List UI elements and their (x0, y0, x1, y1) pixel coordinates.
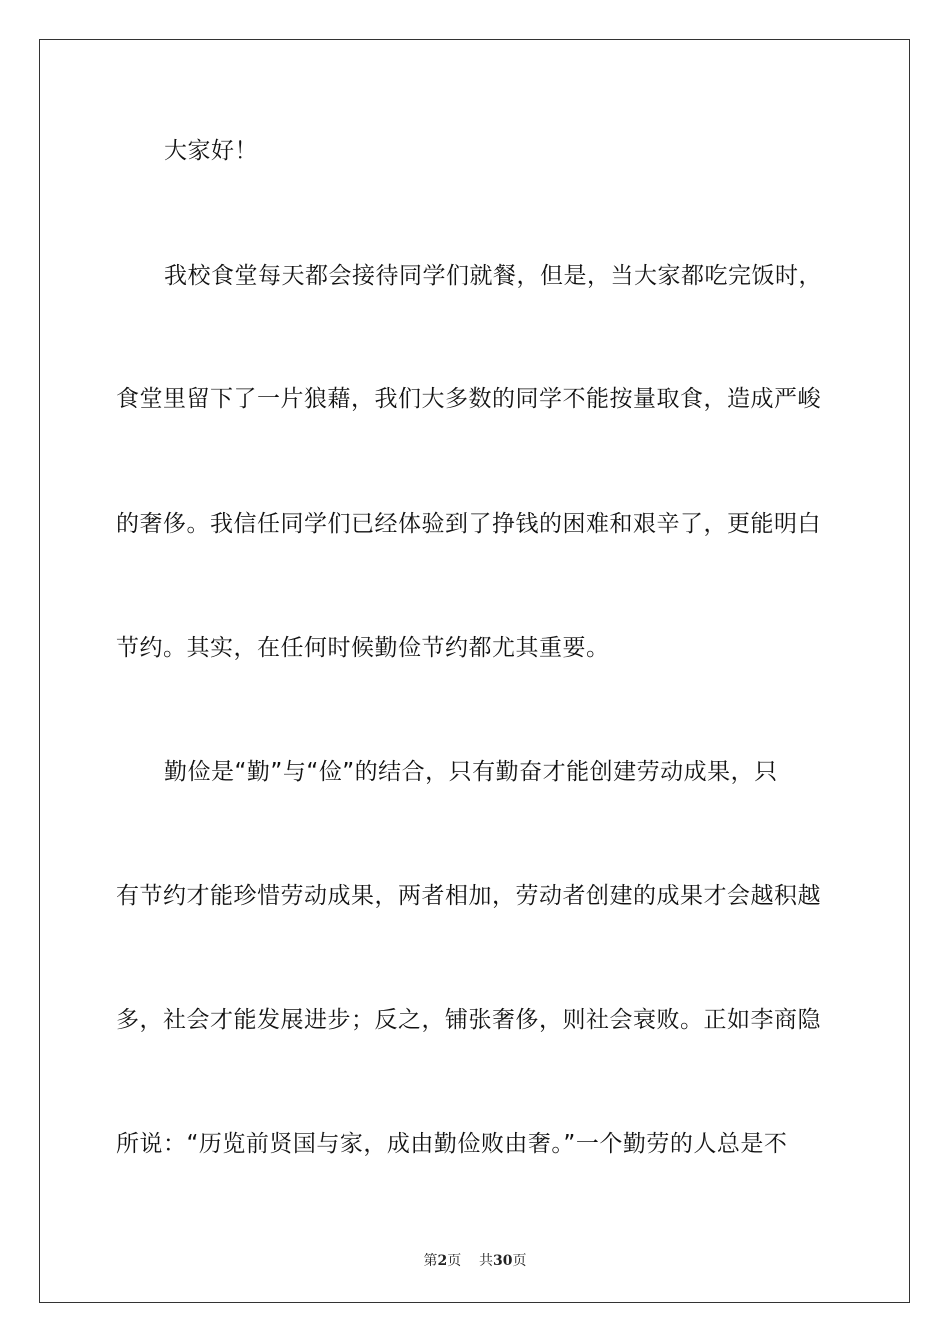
page-border (39, 39, 910, 1303)
footer-total-pages: 30 (493, 1253, 513, 1269)
paragraph-2-line-1: 勤俭是“勤”与“俭”的结合，只有勤奋才能创建劳动成果，只 (164, 759, 778, 785)
footer-current-page: 2 (437, 1253, 448, 1269)
paragraph-1-line-2: 食堂里留下了一片狼藉，我们大多数的同学不能按量取食，造成严峻 (116, 386, 821, 412)
greeting-line: 大家好！ (164, 138, 258, 164)
paragraph-1-line-1: 我校食堂每天都会接待同学们就餐，但是，当大家都吃完饭时， (164, 263, 822, 289)
footer-total-suffix: 页 (512, 1253, 527, 1269)
footer-page-prefix: 第 (423, 1253, 438, 1269)
page-number-footer (0, 1250, 950, 1270)
paragraph-1-line-4: 节约。其实，在任何时候勤俭节约都尤其重要。 (116, 635, 610, 661)
paragraph-2-line-3: 多，社会才能发展进步；反之，铺张奢侈，则社会衰败。正如李商隐 (116, 1007, 821, 1033)
footer-page-suffix: 页 (447, 1253, 462, 1269)
paragraph-1-line-3: 的奢侈。我信任同学们已经体验到了挣钱的困难和艰辛了，更能明白 (116, 511, 821, 537)
paragraph-2-line-2: 有节约才能珍惜劳动成果，两者相加，劳动者创建的成果才会越积越 (116, 883, 821, 909)
footer-total-prefix: 共 (479, 1253, 494, 1269)
paragraph-2-line-4: 所说：“历览前贤国与家，成由勤俭败由奢。”一个勤劳的人总是不 (116, 1131, 788, 1157)
